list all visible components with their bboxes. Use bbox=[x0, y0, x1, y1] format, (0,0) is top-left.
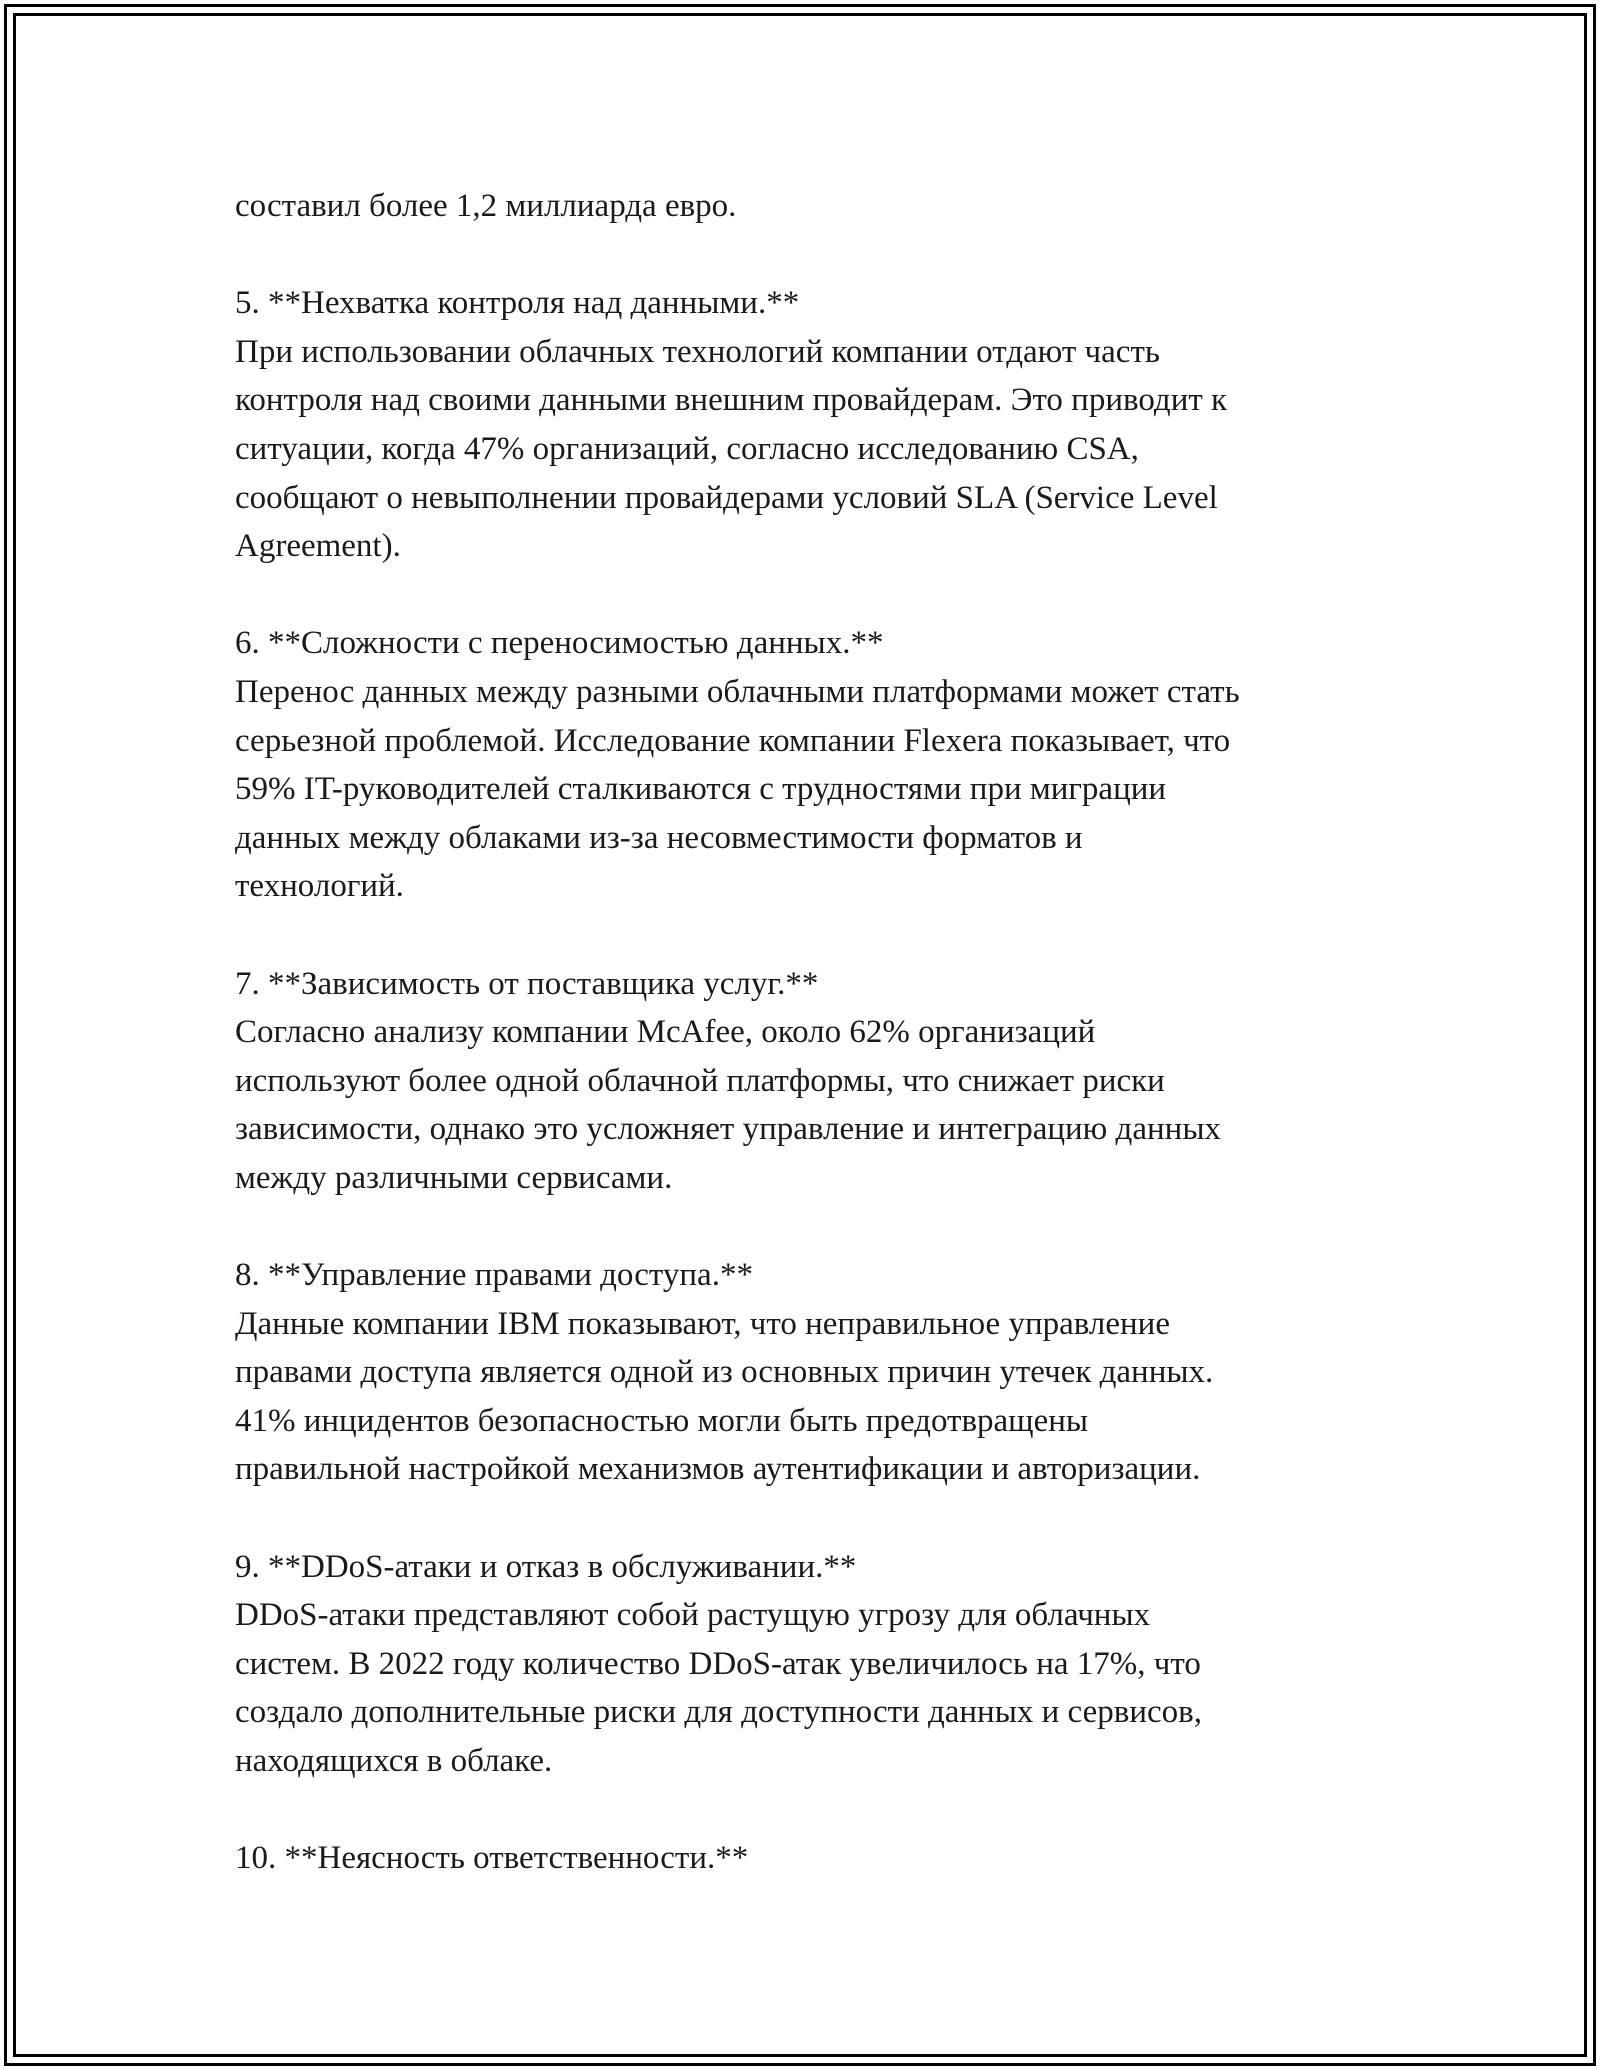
section-line: используют более одной облачной платформы, что снижает риски bbox=[235, 1062, 1165, 1099]
section-line: При использовании облачных технологий компании отдают часть bbox=[235, 333, 1160, 370]
section-line: правами доступа является одной из основных причин утечек данных. bbox=[235, 1354, 1214, 1391]
paragraph-gap bbox=[235, 1202, 1375, 1251]
paragraph-gap bbox=[235, 571, 1375, 620]
document-body bbox=[235, 182, 1375, 1883]
section-heading: 8. **Управление правами доступа.** bbox=[235, 1257, 753, 1294]
section-heading: 9. **DDoS-атаки и отказ в обслуживании.** bbox=[235, 1548, 857, 1585]
section-line: ситуации, когда 47% организаций, согласно исследованию CSA, bbox=[235, 430, 1139, 467]
section-heading: 6. **Сложности с переносимостью данных.** bbox=[235, 625, 884, 662]
section-line: зависимости, однако это усложняет управление и интеграцию данных bbox=[235, 1111, 1221, 1148]
section-line: контроля над своими данными внешним провайдерам. Это приводит к bbox=[235, 382, 1228, 419]
section-line: сообщают о невыполнении провайдерами условий SLA (Service Level bbox=[235, 479, 1218, 516]
section-line: технологий. bbox=[235, 868, 404, 905]
section-line: DDoS-атаки представляют собой растущую угрозу для облачных bbox=[235, 1597, 1151, 1634]
section-6 bbox=[235, 619, 1375, 911]
section-7 bbox=[235, 960, 1375, 1203]
section-line: 59% IT-руководителей сталкиваются с трудностями при миграции bbox=[235, 771, 1167, 808]
paragraph-gap bbox=[235, 231, 1375, 280]
section-line: систем. В 2022 году количество DDoS-атак увеличилось на 17%, что bbox=[235, 1645, 1201, 1682]
section-line: между различными сервисами. bbox=[235, 1159, 673, 1196]
section-line: находящихся в облаке. bbox=[235, 1743, 553, 1779]
section-line: создало дополнительные риски для доступности данных и сервисов, bbox=[235, 1694, 1202, 1731]
section-8 bbox=[235, 1251, 1375, 1494]
section-heading: 10. **Неясность ответственности.** bbox=[235, 1840, 749, 1877]
section-line: серьезной проблемой. Исследование компании Flexera показывает, что bbox=[235, 722, 1231, 759]
section-line: данных между облаками из-за несовместимости форматов и bbox=[235, 819, 1083, 856]
section-line: Согласно анализу компании McAfee, около 62% организаций bbox=[235, 1014, 1096, 1051]
section-line: Agreement). bbox=[235, 528, 401, 565]
section-5 bbox=[235, 279, 1375, 571]
paragraph-gap bbox=[235, 911, 1375, 960]
section-10 bbox=[235, 1834, 1375, 1883]
section-line: Перенос данных между разными облачными платформами может стать bbox=[235, 673, 1240, 710]
section-heading: 7. **Зависимость от поставщика услуг.** bbox=[235, 965, 819, 1002]
section-line: правильной настройкой механизмов аутентификации и авторизации. bbox=[235, 1451, 1201, 1488]
paragraph-gap bbox=[235, 1494, 1375, 1543]
section-heading: 5. **Нехватка контроля над данными.** bbox=[235, 285, 800, 322]
section-line: Данные компании IBM показывают, что неправильное управление bbox=[235, 1305, 1170, 1342]
section-line: 41% инцидентов безопасностью могли быть предотвращены bbox=[235, 1402, 1089, 1439]
section-9 bbox=[235, 1543, 1375, 1786]
paragraph-gap bbox=[235, 1786, 1375, 1835]
intro-line: составил более 1,2 миллиарда евро. bbox=[235, 188, 737, 224]
